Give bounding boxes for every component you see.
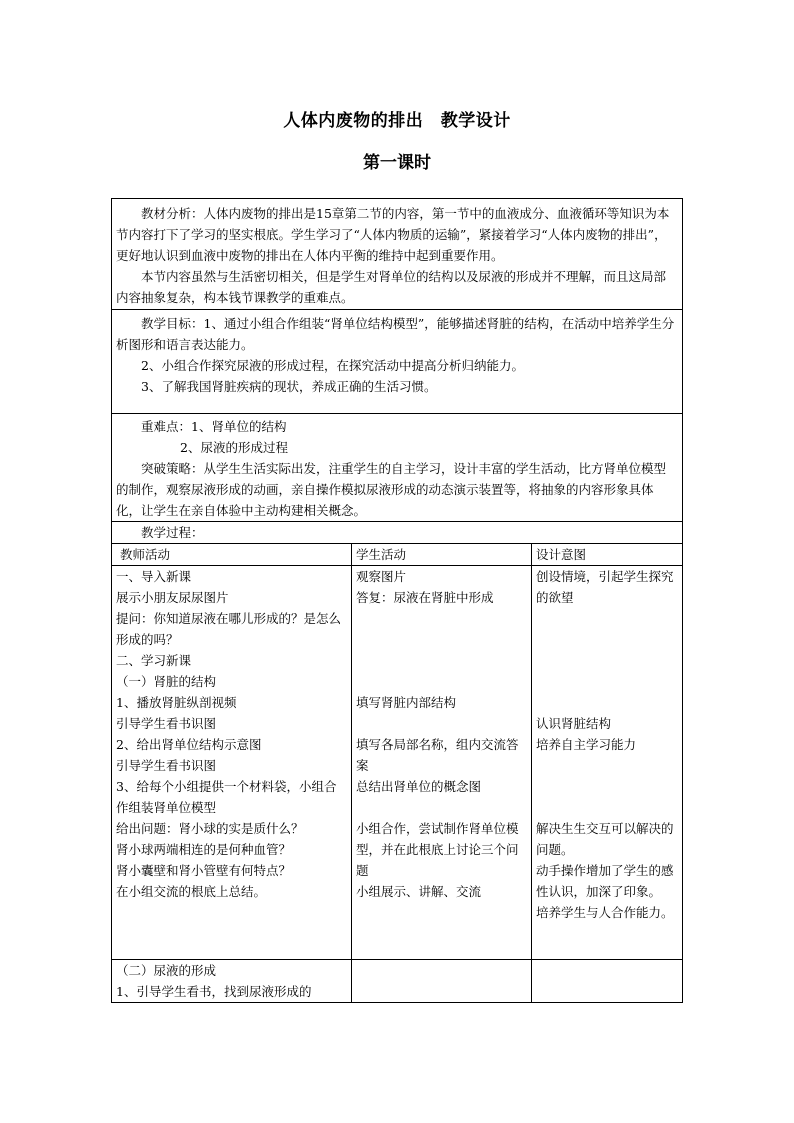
keypoints-row <box>112 414 683 522</box>
student-line: 小组展示、讲解、交流 <box>356 884 482 899</box>
document-subtitle: 第一课时 <box>363 153 431 173</box>
objective-2: 2、小组合作探究尿液的形成过程，在探究活动中提高分析归纳能力。 <box>141 358 524 373</box>
intent-line: 培养自主学习能力 <box>536 737 637 752</box>
student-line: 小组合作，尝试制作肾单位模型，并在此根底上讨论三个问题 <box>356 821 519 878</box>
teacher-line: 二、学习新课 <box>116 653 192 668</box>
teacher-line: 提问：你知道尿液在哪儿形成的？是怎么形成的吗？ <box>116 611 342 647</box>
column-header-teacher: 教师活动 <box>112 544 352 566</box>
student-activity-cell <box>352 566 532 960</box>
intent-line: 动手操作增加了学生的感性认识，加深了印象。 <box>536 863 674 899</box>
breakthrough-strategy: 突破策略：从学生生活实际出发，注重学生的自主学习，设计丰富的学生活动，比方肾单位模型的制作，观察尿液形成的动画，亲自操作模拟尿液形成的动态演示装置等，将抽象的内容形象具体化，让学生在亲自体验中主动构建相关概念。 <box>116 461 667 518</box>
intent-line: 解决生生交互可以解决的问题。 <box>536 821 674 857</box>
teacher-line: 肾小囊壁和肾小管壁有何特点？ <box>116 863 292 878</box>
teacher-line: 引导学生看书识图 <box>116 716 217 731</box>
teacher-line: 在小组交流的根底上总结。 <box>116 884 267 899</box>
keypoints-cell <box>112 414 683 522</box>
objectives-row <box>112 310 683 414</box>
teacher-line: 1、引导学生看书，找到尿液形成的 <box>116 984 312 999</box>
teacher-line: 3、给每个小组提供一个材料袋，小组合作组装肾单位模型 <box>116 779 337 815</box>
document-title: 人体内废物的排出 教学设计 <box>283 111 511 131</box>
teacher-line: 引导学生看书识图 <box>116 758 217 773</box>
teacher-line: 一、导入新课 <box>116 569 192 584</box>
activity-row-1 <box>112 566 683 960</box>
student-activity-cell <box>352 960 532 1003</box>
analysis-paragraph-1: 教材分析：人体内废物的排出是15章第二节的内容，第一节中的血液成分、血液循环等知识为本节内容打下了学习的坚实根底。学生学习了“人体内物质的运输”，紧接着学习“人体内废物的排出”，更好地认识到血液中废物的排出在人体内平衡的维持中起到重要作用。 <box>116 206 670 263</box>
column-header-student: 学生活动 <box>352 544 532 566</box>
intent-line: 认识肾脏结构 <box>536 716 612 731</box>
intent-line: 培养学生与人合作能力。 <box>536 905 674 920</box>
objective-3: 3、了解我国肾脏疾病的现状，养成正确的生活习惯。 <box>141 379 437 394</box>
column-header-intent: 设计意图 <box>532 544 683 566</box>
design-intent-cell <box>532 960 683 1003</box>
teacher-activity-cell <box>112 960 352 1003</box>
lesson-plan-table <box>111 198 683 1003</box>
analysis-cell <box>112 199 683 310</box>
teacher-line: （一）肾脏的结构 <box>116 674 217 689</box>
process-label: 教学过程： <box>141 525 204 540</box>
activity-row-2 <box>112 960 683 1003</box>
student-line: 答复：尿液在肾脏中形成 <box>356 590 494 605</box>
teacher-line: （二）尿液的形成 <box>116 963 217 978</box>
student-line: 总结出肾单位的概念图 <box>356 779 482 794</box>
analysis-paragraph-2: 本节内容虽然与生活密切相关，但是学生对肾单位的结构以及尿液的形成并不理解，而且这局部内容抽象复杂，构本钱节课教学的重难点。 <box>116 269 667 305</box>
column-header-row <box>112 544 683 566</box>
student-line: 填写各局部名称，组内交流答案 <box>356 737 519 773</box>
objectives-cell <box>112 310 683 414</box>
teacher-activity-cell <box>112 566 352 960</box>
process-cell <box>112 522 683 544</box>
teacher-line: 2、给出肾单位结构示意图 <box>116 737 262 752</box>
teacher-line: 展示小朋友尿尿图片 <box>116 590 229 605</box>
student-line: 填写肾脏内部结构 <box>356 695 457 710</box>
analysis-row <box>112 199 683 310</box>
student-line: 观察图片 <box>356 569 407 584</box>
teacher-line: 1、播放肾脏纵剖视频 <box>116 695 237 710</box>
intent-line: 创设情境，引起学生探究的欲望 <box>536 569 674 605</box>
keypoint-2: 2、尿液的形成过程 <box>180 440 288 455</box>
keypoint-1: 重难点：1、肾单位的结构 <box>141 419 287 434</box>
teacher-line: 给出问题：肾小球的实是质什么？ <box>116 821 304 836</box>
process-row <box>112 522 683 544</box>
teacher-line: 肾小球两端相连的是何种血管？ <box>116 842 292 857</box>
objective-1: 教学目标：1、通过小组合作组装“肾单位结构模型”，能够描述肾脏的结构，在活动中培养学生分析图形和语言表达能力。 <box>116 316 675 352</box>
design-intent-cell <box>532 566 683 960</box>
